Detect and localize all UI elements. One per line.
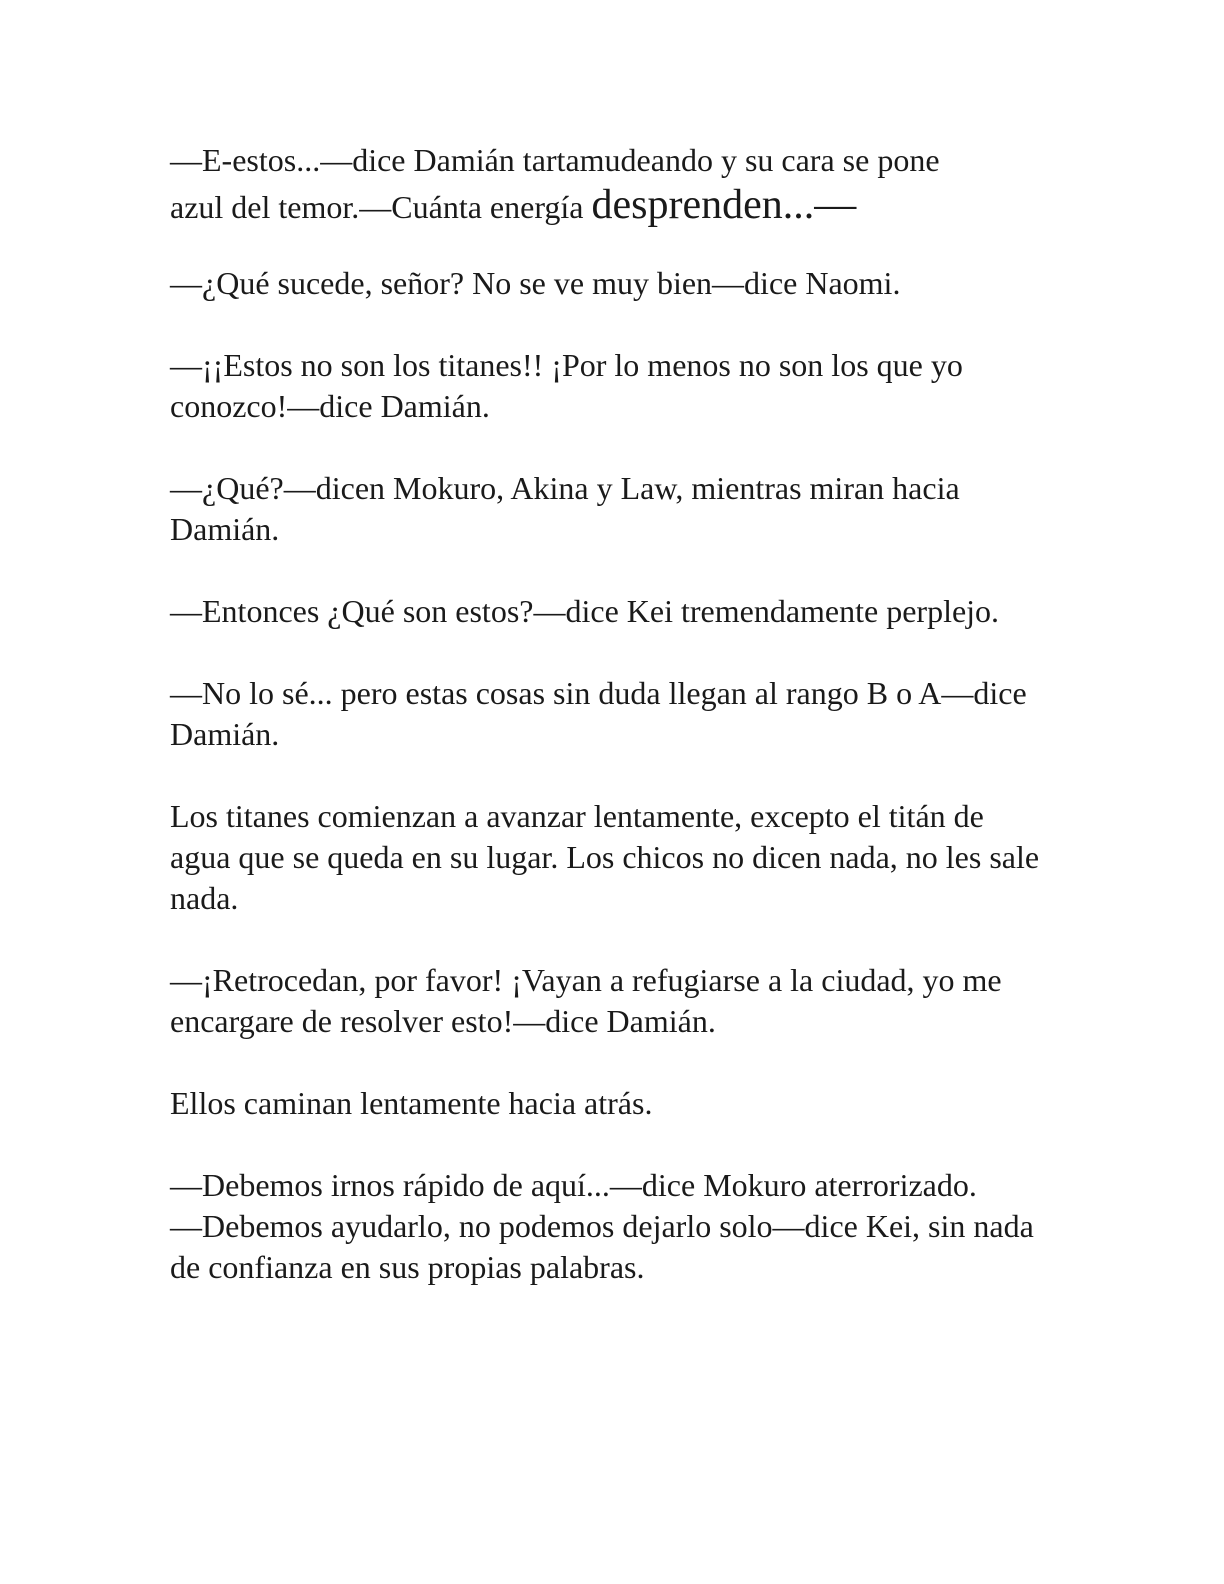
body-text xyxy=(170,140,1050,1329)
paragraph-text: azul del temor.—Cuánta energía xyxy=(170,189,592,225)
paragraph xyxy=(170,140,1050,233)
paragraph: —¡¡Estos no son los titanes!! ¡Por lo menos no son los que yo conozco!—dice Damián. xyxy=(170,347,963,424)
paragraph: Los titanes comienzan a avanzar lentamente, excepto el titán de agua que se queda en su lugar. Los chicos no dicen nada, no les sale nada. xyxy=(170,798,1040,916)
paragraph: —Entonces ¿Qué son estos?—dice Kei tremendamente perplejo. xyxy=(170,593,1000,629)
paragraph: —Debemos ayudarlo, no podemos dejarlo solo—dice Kei, sin nada de confianza en sus propias palabras. xyxy=(170,1208,1034,1285)
paragraph: —¿Qué sucede, señor? No se ve muy bien—dice Naomi. xyxy=(170,265,901,301)
paragraph: Ellos caminan lentamente hacia atrás. xyxy=(170,1085,653,1121)
enlarged-text: desprenden...— xyxy=(591,182,857,228)
paragraph: —Debemos irnos rápido de aquí...—dice Mokuro aterrorizado. xyxy=(170,1167,977,1203)
paragraph: —No lo sé... pero estas cosas sin duda llegan al rango B o A—dice Damián. xyxy=(170,675,1027,752)
paragraph: —¿Qué?—dicen Mokuro, Akina y Law, mientras miran hacia Damián. xyxy=(170,470,960,547)
paragraph-line xyxy=(170,181,1050,233)
paragraph-line: —E-estos...—dice Damián tartamudeando y su cara se pone xyxy=(170,142,940,178)
paragraph: —¡Retrocedan, por favor! ¡Vayan a refugiarse a la ciudad, yo me encargare de resolver esto!—dice Damián. xyxy=(170,962,1002,1039)
